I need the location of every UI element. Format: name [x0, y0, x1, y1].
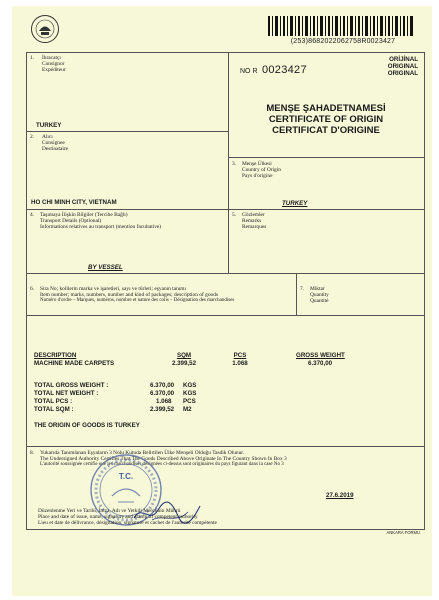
divider-v-qty — [296, 273, 297, 315]
box5-header — [232, 212, 267, 230]
box2-label-tr: Alıcı — [42, 134, 53, 140]
original-labels — [348, 56, 418, 77]
box1-header — [30, 55, 66, 73]
divider-h-box3 — [228, 157, 425, 158]
serial-block — [240, 60, 307, 78]
transport-value: BY VESSEL — [88, 264, 123, 271]
box5-label-fr: Remarques — [242, 224, 267, 230]
consignee-value: HO CHI MINH CITY, VIETNAM — [31, 199, 117, 206]
box2-header — [30, 134, 69, 152]
box4-label-tr: Taşımaya İlişkin Bilgiler (Tercihe Bağlı) — [40, 212, 128, 218]
divider-v-top — [228, 52, 229, 273]
box3-header — [232, 161, 281, 179]
serial-label: NO R — [240, 68, 258, 75]
total-unit: PCS — [183, 398, 196, 405]
sqm-value: 2.399,52 — [171, 360, 197, 367]
box8-line-fr: L'autorité soussignée certifie que les marchandises désignées ci-dessus sont originaires du pays figurant dans la case No 3 — [40, 462, 284, 467]
total-row — [34, 406, 234, 414]
box6-label-tr: Sıra No; kolilerin marka ve işaretleri, sayı ve türleri; eşyanın tanımı — [40, 286, 186, 292]
box5-label-tr: Gözlemler — [242, 212, 265, 218]
divider-h-goods — [26, 446, 425, 447]
box1-number: 1. — [30, 55, 35, 61]
description-label: DESCRIPTION — [34, 352, 77, 359]
original-label-fr: ORIGINAL — [387, 70, 418, 77]
serial-number: 0023427 — [261, 64, 307, 76]
box6-header — [30, 286, 235, 303]
consignor-value: TURKEY — [36, 122, 62, 129]
signature-label-en: Place and date of issue, name, signature and stamp of competent authority — [38, 514, 198, 520]
box6-label-en: Item number; marks, numbers, number and kind of packages; description of goods — [40, 292, 218, 298]
title-en: CERTIFICATE OF ORIGIN — [268, 114, 384, 125]
chamber-logo — [30, 14, 60, 44]
total-unit: KGS — [183, 390, 197, 397]
box5-label-en: Remarks — [242, 218, 262, 224]
issue-date: 27.6.2019 — [326, 492, 354, 499]
divider-h-box4 — [26, 273, 425, 274]
pcs-label: PCS — [233, 352, 247, 359]
box1-label-fr: Expéditeur — [42, 67, 66, 73]
divider-h-box2 — [26, 209, 425, 210]
total-value: 6.370,00 — [150, 390, 175, 397]
total-label: TOTAL PCS : — [34, 398, 73, 405]
box6-number: 6. — [30, 286, 35, 292]
box5-number: 5. — [232, 212, 237, 218]
box2-number: 2. — [30, 134, 35, 140]
totals-block — [34, 382, 234, 414]
box3-label-en: Country of Origin — [242, 167, 281, 173]
total-row — [34, 390, 234, 398]
box7-label-en: Quantity — [310, 292, 329, 298]
box4-number: 4. — [30, 212, 35, 218]
box4-label-fr: Informations relatives au transport (mention facultative) — [40, 224, 162, 230]
original-label-tr: ORİJİNAL — [389, 56, 418, 63]
certificate-title — [236, 103, 416, 136]
total-value: 2.399,52 — [150, 406, 175, 413]
stamp-text: T.C. — [118, 472, 134, 481]
original-label-en: ORIGINAL — [387, 63, 418, 70]
form-code: ANKARA FORMU — [386, 530, 420, 535]
box6-label-fr: Numéro d'ordre – Marques, numéros, nombre et nature des colis – Désignation des marchandises — [40, 298, 235, 303]
box1-label-en: Consignor — [42, 61, 65, 67]
total-unit: KGS — [183, 382, 197, 389]
divider-h-box1 — [26, 131, 228, 132]
total-label: TOTAL NET WEIGHT : — [34, 390, 99, 397]
box4-header — [30, 212, 162, 230]
total-value: 1.068 — [156, 398, 172, 405]
box2-label-en: Consignee — [42, 140, 65, 146]
box7-header — [300, 286, 329, 304]
sqm-label: SQM — [176, 352, 192, 359]
barcode — [268, 16, 416, 36]
total-row — [34, 382, 234, 390]
origin-statement: THE ORIGIN OF GOODS IS TURKEY — [34, 422, 140, 429]
total-label: TOTAL SQM : — [34, 406, 74, 413]
box1-label-tr: İhracatçı — [42, 55, 61, 61]
signature-label-fr: Lieu et date de délivrance, désignation, signature et cachet de l'autorité compétente — [38, 520, 217, 526]
total-label: TOTAL GROSS WEIGHT : — [34, 382, 109, 389]
box3-number: 3. — [232, 161, 237, 167]
total-row — [34, 398, 234, 406]
box8-line-tr: Yukarıda Tanımlanan Eşyaların 3 Nolu Kutuda Belirtilen Ülke Menşeli Olduğu Tasdik Olunur. — [40, 450, 245, 456]
title-fr: CERTIFICAT D'ORIGINE — [272, 125, 380, 136]
box2-label-fr: Destinataire — [42, 146, 69, 152]
origin-country-value: TURKEY — [282, 200, 308, 207]
box8-number: 8. — [30, 450, 35, 456]
box7-label-tr: Miktar — [310, 286, 325, 292]
pcs-value: 1.068 — [232, 360, 248, 367]
gross-weight-value: 6.370,00 — [308, 360, 333, 367]
total-unit: M2 — [183, 406, 192, 413]
box8-line-en: The Undersigned Authority Certifies That The Goods Described Above Originate In The Country Shown In Box 3 — [40, 456, 287, 462]
box3-label-tr: Menşe Ülkesi — [242, 161, 272, 167]
total-value: 6.370,00 — [150, 382, 175, 389]
box3-label-fr: Pays d'origine — [242, 173, 273, 179]
box4-label-en: Transport Details (Optional) — [40, 218, 102, 224]
signature-label-tr: Düzenlenme Yeri ve Tarihi, İmza, Adı ve Yetkili Merciinin Mührü — [38, 508, 181, 514]
box7-number: 7. — [300, 286, 305, 292]
title-tr: MENŞE ŞAHADETNAMESİ — [266, 103, 386, 114]
box7-label-fr: Quantité — [310, 298, 329, 304]
description-value: MACHINE MADE CARPETS — [34, 360, 115, 367]
divider-h-items — [26, 315, 425, 316]
gross-weight-label: GROSS WEIGHT — [296, 352, 345, 359]
barcode-text: (253)8682022062758R0023427 — [290, 38, 396, 45]
